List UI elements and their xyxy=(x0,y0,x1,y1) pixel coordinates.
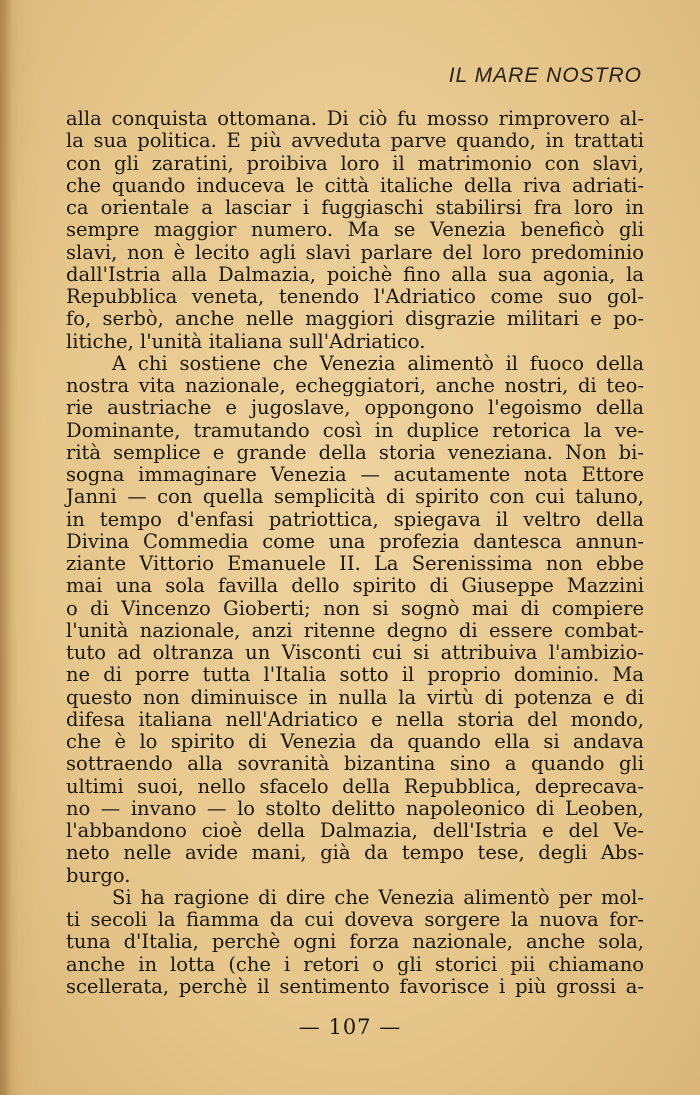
text-line: mai una sola favilla dello spirito di Giuseppe Mazzini xyxy=(66,574,644,598)
text-line: la sua politica. E più avveduta parve quando, in trattati xyxy=(66,129,644,153)
text-line: sogna immaginare Venezia — acutamente nota Ettore xyxy=(66,463,644,486)
text-line: Divina Commedia come una profezia dantesca annun- xyxy=(66,529,644,553)
text-line: sottraendo alla sovranità bizantina sino a quando gli xyxy=(66,752,644,776)
text-line: che è lo spirito di Venezia da quando ella si andava xyxy=(66,730,644,753)
text-line: Repubblica veneta, tenendo l'Adriatico come suo gol- xyxy=(66,285,644,308)
text-line: ultimi suoi, nello sfacelo della Repubblica, deprecava- xyxy=(66,774,644,798)
text-line: difesa italiana nell'Adriatico e nella storia del mondo, xyxy=(66,707,644,731)
text-line: anche in lotta (che i retori o gli storici pii chiamano xyxy=(66,952,644,976)
text-line: scellerata, perchè il sentimento favorisce i più grossi a- xyxy=(66,974,644,998)
binding-shadow xyxy=(0,0,12,1095)
body-text xyxy=(66,108,644,998)
text-line: nostra vita nazionale, echeggiatori, anche nostri, di teo- xyxy=(66,374,644,397)
text-line: Dominante, tramutando così in duplice retorica la ve- xyxy=(66,418,644,442)
text-line: dall'Istria alla Dalmazia, poichè fino alla sua agonia, la xyxy=(66,262,644,286)
text-line: Janni — con quella semplicità di spirito con cui taluno, xyxy=(66,485,644,509)
text-line: ca orientale a lasciar i fuggiaschi stabilirsi fra loro in xyxy=(66,196,644,219)
text-line: che quando induceva le città italiche della riva adriati- xyxy=(66,173,644,197)
text-line: ziante Vittorio Emanuele II. La Serenissima non ebbe xyxy=(66,552,644,575)
text-line: sempre maggior numero. Ma se Venezia beneficò gli xyxy=(66,218,644,242)
text-line: tuna d'Italia, perchè ogni forza nazionale, anche sola, xyxy=(66,930,644,954)
page-number: — 107 — xyxy=(298,1015,402,1039)
text-line: no — invano — lo stolto delitto napoleonico di Leoben, xyxy=(66,796,644,820)
text-line: ne di porre tutta l'Italia sotto il proprio dominio. Ma xyxy=(66,663,644,687)
text-line: l'unità nazionale, anzi ritenne degno di essere combat- xyxy=(66,618,644,642)
running-title: IL MARE NOSTRO xyxy=(448,64,642,87)
text-line: burgo. xyxy=(66,863,131,887)
text-line: litiche, l'unità italiana sull'Adriatico. xyxy=(66,329,426,353)
text-line: questo non diminuisce in nulla la virtù di potenza e di xyxy=(66,685,644,709)
text-line: Si ha ragione di dire che Venezia alimentò per mol- xyxy=(112,885,644,909)
text-line: tuto ad oltranza un Visconti cui si attribuiva l'ambizio- xyxy=(66,641,644,664)
text-line: fo, serbò, anche nelle maggiori disgrazie militari e po- xyxy=(66,307,644,331)
text-line: rie austriache e jugoslave, oppongono l'egoismo della xyxy=(66,396,644,420)
text-line: A chi sostiene che Venezia alimentò il fuoco della xyxy=(112,351,644,375)
text-line: slavi, non è lecito agli slavi parlare del loro predominio xyxy=(66,240,644,264)
text-line: alla conquista ottomana. Di ciò fu mosso rimprovero al- xyxy=(66,107,644,130)
text-line: l'abbandono cioè della Dalmazia, dell'Istria e del Ve- xyxy=(66,819,644,842)
text-line: ti secoli la fiamma da cui doveva sorgere la nuova for- xyxy=(66,908,644,931)
text-line: in tempo d'enfasi patriottica, spiegava il veltro della xyxy=(66,507,644,531)
text-line: neto nelle avide mani, già da tempo tese, degli Abs- xyxy=(66,841,644,865)
text-line: rità semplice e grande della storia veneziana. Non bi- xyxy=(66,440,644,464)
text-line: con gli zaratini, proibiva loro il matrimonio con slavi, xyxy=(66,151,644,175)
text-line: o di Vincenzo Gioberti; non si sognò mai di compiere xyxy=(66,596,644,620)
